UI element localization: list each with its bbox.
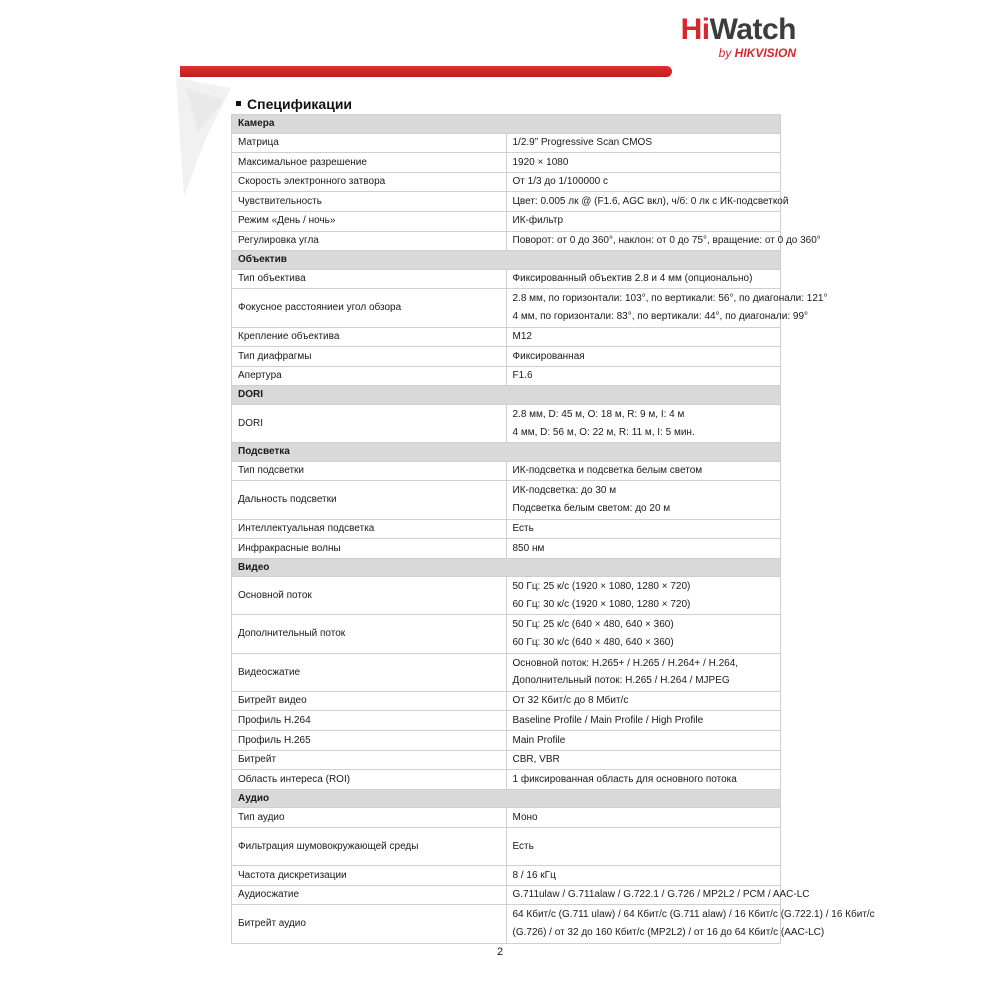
spec-value-line: 64 Кбит/с (G.711 ulaw) / 64 Кбит/с (G.711 alaw) / 16 Кбит/с (G.722.1) / 16 Кбит/с (512, 909, 875, 921)
spec-label-line: Регулировка угла (238, 235, 319, 247)
spec-value-line: 60 Гц: 30 к/с (1920 × 1080, 1280 × 720) (512, 598, 691, 610)
section-header: Объектив (232, 251, 781, 270)
spec-value (506, 750, 781, 770)
spec-value-line: ИК-фильтр (512, 215, 564, 227)
spec-value (506, 172, 781, 192)
spec-value (506, 691, 781, 711)
spec-value-line: От 1/3 до 1/100000 с (512, 176, 608, 188)
logo-watch: Watch (709, 13, 796, 46)
spec-value-line: Дополнительный поток: H.265 / H.264 / MJPEG (512, 675, 730, 687)
spec-label-line: Фокусное расстояние (238, 302, 339, 314)
spec-value (506, 231, 821, 251)
spec-value-line: Подсветка белым светом: до 20 м (512, 502, 671, 514)
spec-label (232, 327, 507, 347)
spec-value (506, 133, 781, 153)
spec-value-line: Цвет: 0.005 лк @ (F1.6, AGC вкл), ч/б: 0 лк с ИК-подсветкой (512, 195, 789, 207)
spec-table (231, 114, 875, 944)
spec-label (232, 711, 507, 731)
spec-value-line: 50 Гц: 25 к/с (1920 × 1080, 1280 × 720) (512, 581, 691, 593)
table-row (232, 519, 781, 539)
spec-label (232, 481, 507, 519)
spec-value-line: 4 мм, D: 56 м, O: 22 м, R: 11 м, I: 5 мин. (512, 426, 695, 438)
spec-label-line: Матрица (238, 137, 279, 149)
table-row (232, 269, 781, 289)
spec-label-line: Битрейт видео (238, 695, 307, 707)
table-row (232, 691, 781, 711)
spec-label-line: окружающей среды (327, 840, 419, 852)
spec-label (232, 828, 507, 866)
table-row (232, 289, 781, 327)
spec-value-line: Фиксированная (512, 350, 585, 362)
decorative-shape (176, 78, 236, 198)
spec-label (232, 192, 507, 212)
spec-value-line: ИК-подсветка: до 30 м (512, 485, 617, 497)
spec-value (506, 327, 781, 347)
spec-label-line: Тип диафрагмы (238, 350, 312, 362)
table-row (232, 615, 781, 653)
spec-value-line: F1.6 (512, 370, 533, 382)
table-row (232, 577, 781, 615)
table-row (232, 481, 781, 519)
section-header: Видео (232, 558, 781, 577)
table-row (232, 231, 781, 251)
spec-value (506, 211, 781, 231)
spec-label-line: Инфракрасные волны (238, 542, 341, 554)
spec-value (506, 577, 781, 615)
spec-value (506, 905, 875, 943)
logo-subline (666, 46, 796, 60)
hiwatch-logo (666, 14, 796, 60)
spec-value (506, 770, 781, 790)
spec-value (506, 711, 781, 731)
table-row (232, 172, 781, 192)
spec-value (506, 885, 810, 905)
spec-value-line: 50 Гц: 25 к/с (640 × 480, 640 × 360) (512, 619, 674, 631)
spec-value (506, 539, 781, 559)
spec-value (506, 731, 781, 751)
section-header-row (232, 558, 781, 577)
spec-label (232, 519, 507, 539)
header-red-bar (180, 66, 672, 77)
spec-value (506, 289, 828, 327)
spec-value-line: Основной поток: H.265+ / H.265 / H.264+ / H.264, (512, 657, 739, 669)
table-row (232, 711, 781, 731)
spec-value-line: 8 / 16 кГц (512, 869, 556, 881)
spec-label-line: Видеосжатие (238, 666, 301, 678)
table-row (232, 770, 781, 790)
spec-value-line: Фиксированный объектив 2.8 и 4 мм (опционально) (512, 273, 753, 285)
section-header-row (232, 115, 781, 134)
logo-hikvision: HIKVISION (734, 46, 796, 60)
spec-value (506, 269, 781, 289)
spec-label-line: Основной поток (238, 590, 312, 602)
table-row (232, 731, 781, 751)
spec-label-line: Профиль H.265 (238, 734, 311, 746)
table-row (232, 808, 781, 828)
spec-label-line: Чувствительность (238, 195, 322, 207)
spec-value (506, 347, 781, 367)
table-row (232, 885, 781, 905)
spec-label (232, 231, 507, 251)
table-row (232, 905, 781, 943)
table-row (232, 866, 781, 886)
spec-label-line: Скорость электронного затвора (238, 176, 386, 188)
spec-value-line: Есть (512, 841, 534, 853)
spec-value (506, 153, 781, 173)
spec-value-line: M12 (512, 331, 532, 343)
spec-label (232, 691, 507, 711)
spec-value-line: ИК-подсветка и подсветка белым светом (512, 465, 703, 477)
spec-value (506, 808, 781, 828)
table-row (232, 653, 781, 691)
bullet-icon (236, 101, 241, 106)
spec-label-line: Дальность подсветки (238, 494, 337, 506)
spec-label-line: Режим «День / ночь» (238, 215, 336, 227)
spec-label-line: Тип подсветки (238, 465, 305, 477)
table-row (232, 347, 781, 367)
spec-label (232, 615, 507, 653)
spec-label (232, 866, 507, 886)
spec-label-line: Аудиосжатие (238, 889, 300, 901)
spec-label-line: Крепление объектива (238, 331, 340, 343)
spec-label-line: Апертура (238, 370, 282, 382)
logo-hi: Hi (680, 13, 710, 46)
spec-label (232, 539, 507, 559)
spec-value-line: Моно (512, 811, 538, 823)
spec-label-line: Область интереса (ROI) (238, 773, 351, 785)
spec-label (232, 269, 507, 289)
spec-value-line: 2.8 мм, D: 45 м, O: 18 м, R: 9 м, I: 4 м (512, 408, 685, 420)
section-header-row (232, 443, 781, 462)
spec-value (506, 866, 781, 886)
spec-label (232, 211, 507, 231)
spec-label-line: Тип аудио (238, 811, 285, 823)
spec-label (232, 347, 507, 367)
spec-value-line: CBR, VBR (512, 754, 560, 766)
spec-value-line: G.711ulaw / G.711alaw / G.722.1 / G.726 / MP2L2 / PCM / AAC-LC (512, 889, 810, 901)
spec-label-line: Битрейт (238, 754, 277, 766)
section-header: Подсветка (232, 443, 781, 462)
page-title-text: Спецификации (247, 96, 353, 112)
table-row (232, 327, 781, 347)
spec-value (506, 653, 781, 691)
spec-value (506, 828, 781, 866)
spec-value-line: Есть (512, 523, 534, 534)
spec-label (232, 905, 507, 943)
table-row (232, 461, 781, 481)
table-row (232, 366, 781, 386)
table-row (232, 828, 781, 866)
spec-label-line: Фильтрация шумов (238, 840, 328, 852)
spec-label-line: Частота дискретизации (238, 869, 347, 881)
spec-label-line: Профиль H.264 (238, 714, 311, 726)
table-row (232, 153, 781, 173)
spec-value-line: 1 фиксированная область для основного потока (512, 773, 737, 785)
page-number: 2 (496, 946, 504, 958)
logo-by: by (718, 46, 735, 60)
section-header: DORI (232, 386, 781, 405)
spec-label (232, 133, 507, 153)
spec-label (232, 172, 507, 192)
table-row (232, 133, 781, 153)
spec-label (232, 731, 507, 751)
section-header-row (232, 251, 781, 270)
spec-label-line: и угол обзора (338, 302, 402, 314)
spec-value-line: 1920 × 1080 (512, 156, 569, 168)
spec-label (232, 885, 507, 905)
spec-label (232, 577, 507, 615)
spec-label (232, 770, 507, 790)
spec-value (506, 615, 781, 653)
section-header: Камера (232, 115, 781, 134)
logo-wordmark (666, 14, 796, 46)
spec-label (232, 153, 507, 173)
table-row (232, 211, 781, 231)
spec-value (506, 461, 781, 481)
table-row (232, 192, 781, 212)
spec-label (232, 404, 507, 442)
spec-value-line: 4 мм, по горизонтали: 83°, по вертикали: 44°, по диагонали: 99° (512, 310, 809, 322)
spec-label (232, 653, 507, 691)
spec-value-line: 850 нм (512, 542, 545, 554)
spec-label-line: Тип объектива (238, 273, 306, 285)
spec-label-line: DORI (238, 417, 263, 429)
spec-value (506, 481, 781, 519)
spec-value-line: 1/2.9” Progressive Scan CMOS (512, 137, 652, 149)
spec-value-line: Baseline Profile / Main Profile / High Profile (512, 714, 704, 726)
spec-value-line: 2.8 мм, по горизонтали: 103°, по вертикали: 56°, по диагонали: 121° (512, 293, 828, 305)
spec-value-line: От 32 Кбит/с до 8 Мбит/с (512, 695, 629, 707)
spec-value (506, 192, 789, 212)
spec-value-line: Поворот: от 0 до 360°, наклон: от 0 до 75°, вращение: от 0 до 360° (512, 235, 821, 247)
spec-value-line: 60 Гц: 30 к/с (640 × 480, 640 × 360) (512, 637, 674, 649)
spec-label (232, 366, 507, 386)
spec-label (232, 808, 507, 828)
spec-label-line: Интеллектуальная подсветка (238, 523, 375, 534)
page-title (236, 96, 352, 112)
spec-label (232, 750, 507, 770)
spec-value-line: Main Profile (512, 734, 566, 746)
section-header-row (232, 789, 781, 808)
spec-label-line: Максимальное разрешение (238, 156, 367, 168)
spec-value (506, 404, 781, 442)
spec-label (232, 289, 507, 327)
section-header-row (232, 386, 781, 405)
table-row (232, 539, 781, 559)
spec-value (506, 366, 781, 386)
section-header: Аудио (232, 789, 781, 808)
spec-label (232, 461, 507, 481)
spec-label-line: Дополнительный поток (238, 628, 346, 640)
spec-value (506, 519, 781, 539)
spec-label-line: Битрейт аудио (238, 918, 306, 930)
table-row (232, 750, 781, 770)
spec-value-line: (G.726) / от 32 до 160 Кбит/с (MP2L2) / от 16 до 64 Кбит/с (AAC-LC) (512, 927, 825, 939)
table-row (232, 404, 781, 442)
